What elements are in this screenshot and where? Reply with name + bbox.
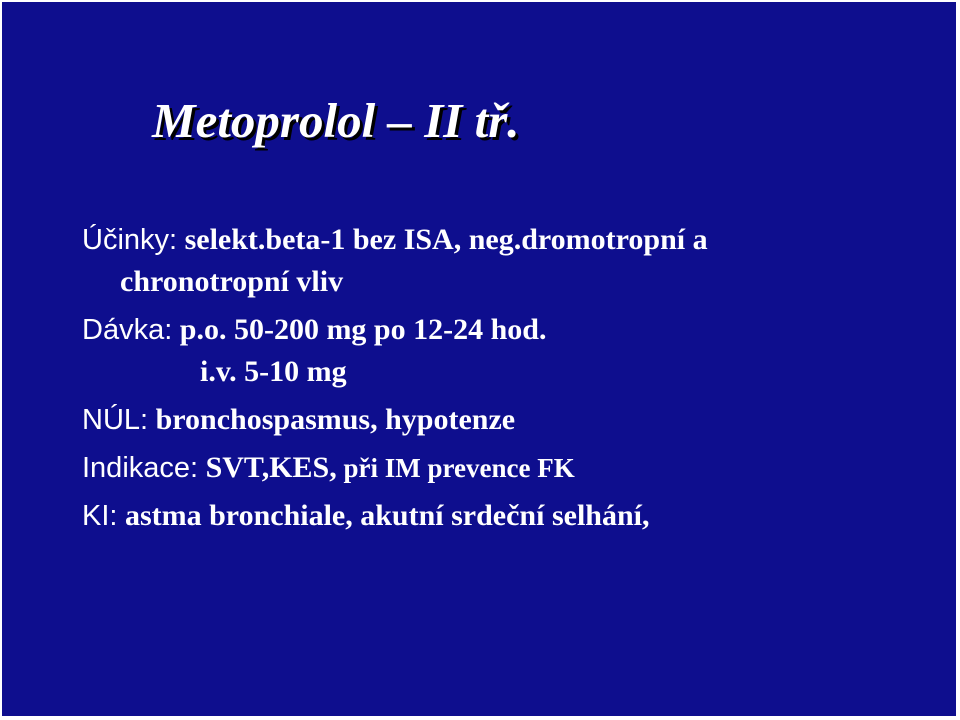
ki-text: astma bronchiale, akutní srdeční selhání, — [117, 499, 650, 532]
davka-text: p.o. 50-200 mg po 12-24 hod. — [172, 313, 547, 346]
indikace-small-text: při IM prevence FK — [336, 453, 575, 483]
nul-label: NÚL: — [82, 404, 149, 436]
line-indikace — [82, 444, 942, 492]
slide-body — [82, 216, 942, 540]
ki-label: KI: — [82, 500, 118, 532]
line-davka — [82, 306, 942, 354]
davka-label: Dávka: — [82, 314, 173, 346]
nul-text: bronchospasmus, hypotenze — [148, 403, 516, 436]
ucinky-cont-text: chronotropní vliv — [120, 265, 344, 298]
slide — [2, 2, 956, 716]
davka-iv-text: i.v. 5-10 mg — [200, 355, 347, 388]
ucinky-label: Účinky: — [82, 224, 178, 256]
line-ucinky-cont — [82, 258, 942, 306]
line-ki — [82, 492, 942, 540]
ucinky-text: selekt.beta-1 bez ISA, neg.dromotropní a — [177, 223, 708, 256]
slide-title: Metoprolol – II tř. — [152, 93, 520, 148]
line-ucinky — [82, 216, 942, 264]
indikace-label: Indikace: — [82, 452, 199, 484]
line-nul — [82, 396, 942, 444]
line-davka-iv — [82, 348, 942, 396]
indikace-text: SVT,KES, — [198, 451, 337, 484]
